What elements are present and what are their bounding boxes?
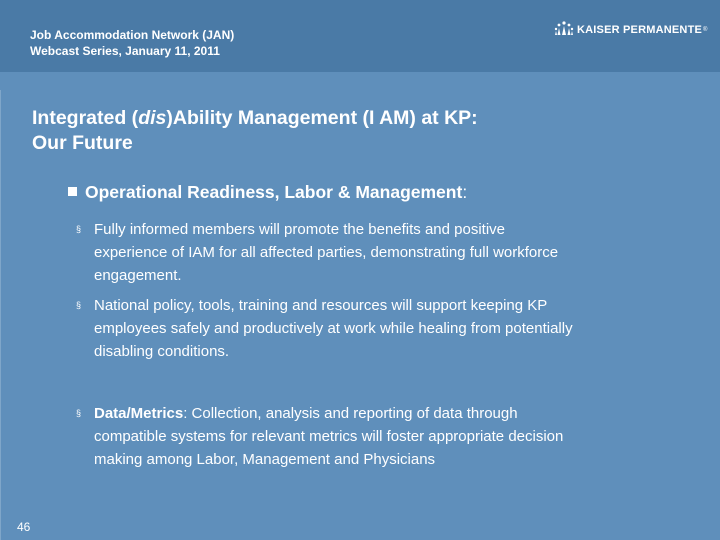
logo-registered-mark: ® [703,27,708,33]
sub-bullet-2-line-1: National policy, tools, training and resources will support keeping KP [94,297,548,314]
main-bullet-suffix: : [462,182,468,202]
sub-bullet-3-line-3: making among Labor, Management and Physicians [94,451,436,468]
sub-bullet-1-text [94,218,676,287]
header-line-2: Webcast Series, January 11, 2011 [30,44,220,58]
slide-header [0,0,720,72]
main-bullet-label: Operational Readiness, Labor & Management [85,182,463,202]
sub-bullet-1 [76,218,676,287]
section-bullet-icon: § [76,408,82,418]
header-line-1: Job Accommodation Network (JAN) [30,28,235,42]
sub-bullet-2-text [94,294,676,363]
page-number: 46 [17,520,31,534]
kaiser-permanente-logo [554,20,707,40]
sub-bullet-3-text [94,402,676,471]
sub-bullet-1-line-1: Fully informed members will promote the benefits and positive [94,221,506,238]
sub-bullet-1-line-3: engagement. [94,267,182,284]
main-bullet-text [85,181,467,203]
title-emphasis: dis [138,107,167,129]
square-bullet-icon [68,187,77,196]
sub-bullet-1-line-2: experience of IAM for all affected parties, demonstrating full workforce [94,244,559,261]
sub-bullet-2-line-2: employees safely and productively at work while healing from potentially [94,320,573,337]
sub-bullet-3 [76,402,676,471]
sub-bullet-3-line-2: compatible systems for relevant metrics will foster appropriate decision [94,428,564,445]
slide-title-line-2: Our Future [32,132,133,154]
title-prefix: Integrated ( [32,107,139,129]
sub-bullet-2-line-3: disabling conditions. [94,343,230,360]
kaiser-people-icon [554,20,574,40]
slide-title-line-1 [32,106,672,131]
title-suffix: )Ability Management (I AM) at KP: [166,107,478,129]
sub-bullet-3-line-1 [94,402,676,425]
header-text [30,27,234,59]
sub-bullet-3-bold: Data/Metrics [94,405,184,422]
section-bullet-icon: § [76,224,82,234]
left-divider [0,90,1,540]
main-bullet [68,181,688,203]
logo-text: KAISER PERMANENTE [577,24,703,36]
sub-bullet-2 [76,294,676,363]
sub-bullet-3-line-1-rest: : Collection, analysis and reporting of data through [183,405,518,422]
slide-title [32,106,672,156]
section-bullet-icon: § [76,300,82,310]
